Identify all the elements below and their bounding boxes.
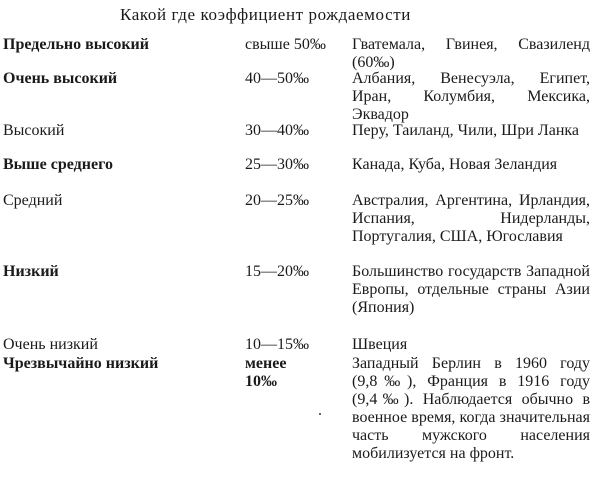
countries-text: Канада, Куба, Новая Зеландия [352, 156, 558, 173]
countries-text: Западный Берлин в 1960 году (9,8‰), Франция в 1916 году (9,4‰). Наблюдается обычно в военное время, когда значительная часть мужского населения мобилизуется на фронт. [352, 355, 590, 462]
print-speck [319, 413, 321, 415]
level-label: Чрезвычайно низкий [3, 355, 159, 372]
level-label: Очень высокий [3, 70, 118, 87]
rate-value: 25—30‰ [245, 156, 309, 173]
countries-text: Гватемала, Гвинея, Свазиленд (60‰) [352, 36, 590, 71]
rate-value: менее 10‰ [245, 355, 287, 390]
rate-value: свыше 50‰ [245, 36, 326, 53]
rate-value: 30—40‰ [245, 122, 309, 139]
level-label: Высокий [3, 122, 65, 139]
level-label: Предельно высокий [3, 36, 149, 53]
countries-text: Албания, Венесуэла, Египет, Иран, Колумбия, Мексика, Эквадор [352, 70, 590, 123]
rate-value: 20—25‰ [245, 192, 309, 209]
level-label: Низкий [3, 263, 59, 280]
table-title: Какой где коэффициент рождаемости [120, 5, 411, 24]
countries-text: Большинство государств Западной Европы, отдельные страны Азии (Япония) [352, 263, 590, 316]
countries-text: Перу, Таиланд, Чили, Шри Ланка [352, 122, 580, 139]
rate-value: 40—50‰ [245, 70, 309, 87]
level-label: Средний [3, 192, 63, 209]
rate-value: 15—20‰ [245, 263, 309, 280]
countries-text: Австралия, Аргентина, Ирландия, Испания, Нидерланды, Португалия, США, Югославия [352, 192, 590, 245]
countries-text: Швеция [352, 336, 408, 353]
rate-value: 10—15‰ [245, 336, 309, 353]
level-label: Выше среднего [3, 156, 113, 173]
level-label: Очень низкий [3, 336, 98, 353]
